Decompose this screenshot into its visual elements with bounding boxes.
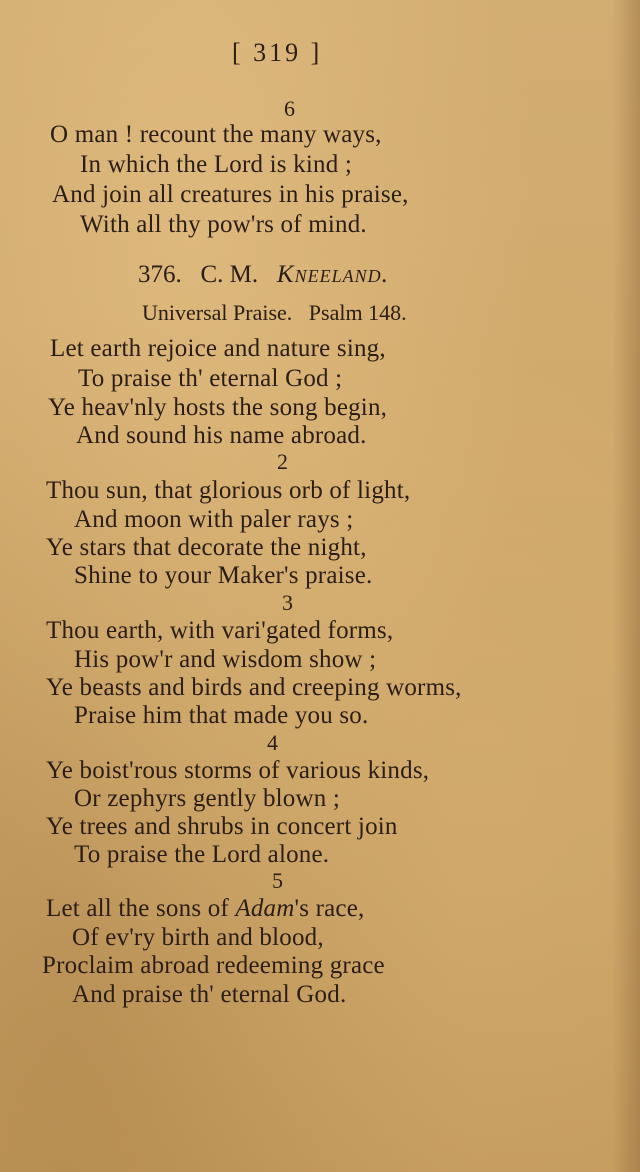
verse-line: Of ev'ry birth and blood,: [72, 924, 324, 951]
verse-line: And join all creatures in his praise,: [52, 181, 409, 208]
stanza-number: 2: [277, 449, 288, 474]
verse-line: Ye trees and shrubs in concert join: [46, 813, 398, 840]
verse-line: Ye stars that decorate the night,: [46, 534, 367, 561]
hymn-subtitle-row: [142, 300, 407, 326]
verse-line: [46, 894, 364, 924]
verse-line: And sound his name abroad.: [76, 422, 367, 449]
hymn-number: 376.: [138, 261, 182, 288]
verse-line: In which the Lord is kind ;: [80, 151, 353, 178]
verse-line: O man ! recount the many ways,: [50, 121, 382, 148]
verse-line: Or zephyrs gently blown ;: [74, 785, 341, 812]
verse-text: Let all the sons of: [46, 895, 236, 922]
verse-line: Ye beasts and birds and creeping worms,: [46, 674, 462, 701]
verse-line: Let earth rejoice and nature sing,: [50, 335, 386, 362]
verse-line: To praise th' eternal God ;: [78, 365, 343, 392]
verse-line: Ye boist'rous storms of various kinds,: [46, 757, 430, 784]
stanza-number: 4: [267, 730, 278, 755]
stanza-number: 5: [272, 868, 283, 893]
page-edge-shadow: [612, 0, 640, 1172]
hymn-tune: Kneeland.: [276, 261, 389, 288]
verse-line: Praise him that made you so.: [74, 702, 369, 729]
psalm-reference: Psalm 148.: [308, 300, 407, 325]
verse-line: His pow'r and wisdom show ;: [74, 646, 377, 673]
verse-line: With all thy pow'rs of mind.: [80, 211, 367, 238]
verse-text: 's race,: [294, 895, 365, 922]
hymn-meter: C. M.: [200, 261, 259, 288]
verse-line: Shine to your Maker's praise.: [74, 562, 373, 589]
verse-line: Thou sun, that glorious orb of light,: [46, 477, 411, 504]
page-number: [ 319 ]: [232, 38, 323, 67]
stanza-number: 3: [282, 590, 293, 615]
stanza-number: 6: [284, 96, 295, 121]
verse-line: Proclaim abroad redeeming grace: [42, 952, 385, 979]
hymn-subtitle: Universal Praise.: [142, 300, 293, 325]
verse-line: Thou earth, with vari'gated forms,: [46, 617, 394, 644]
hymn-heading: [138, 261, 389, 289]
proper-name: Adam: [235, 895, 295, 922]
verse-line: And moon with paler rays ;: [74, 506, 354, 533]
verse-line: To praise the Lord alone.: [74, 841, 330, 868]
verse-line: And praise th' eternal God.: [72, 981, 347, 1008]
verse-line: Ye heav'nly hosts the song begin,: [48, 394, 388, 421]
